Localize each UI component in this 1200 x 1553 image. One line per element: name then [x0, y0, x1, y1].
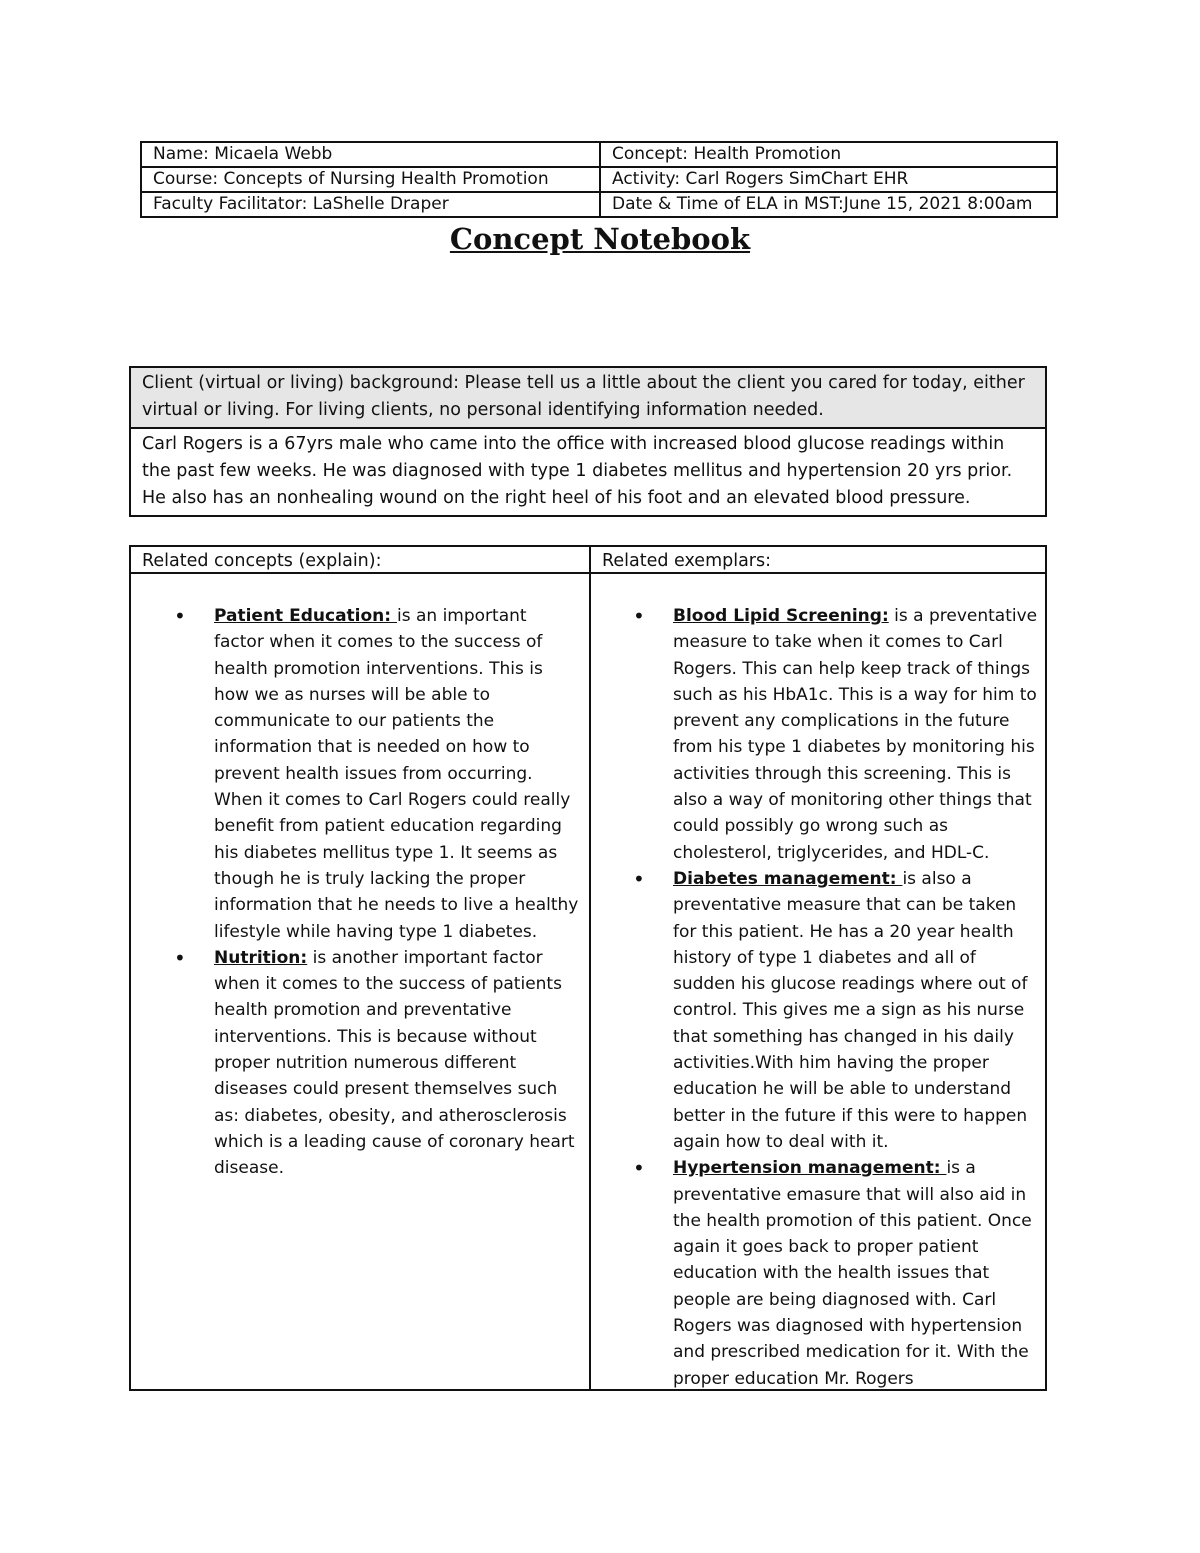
student-name: Name: Micaela Webb — [141, 142, 600, 167]
related-concepts-list — [170, 603, 580, 1182]
exemplar-text: is a preventative emasure that will also aid in the health promotion of this patient. Once again it goes back to proper patient education with the health issues that people are being diagnosed with. Carl Rogers was diagnosed with hypertension and prescribed medication for it. With the proper education Mr. Rogers — [673, 1158, 1032, 1389]
header-row — [141, 142, 1057, 167]
datetime-field: Date & Time of ELA in MST:June 15, 2021 8:00am — [600, 192, 1057, 217]
exemplar-text: is also a preventative measure that can be taken for this patient. He has a 20 year health history of type 1 diabetes and all of sudden his glucose readings where out of control. This gives me a sign as his nurse that something has changed in his daily activities.With him having the proper education he will be able to understand better in the future if this were to happen again how to deal with it. — [673, 868, 1028, 1152]
page-title: Concept Notebook — [449, 222, 751, 256]
client-background-prompt: Client (virtual or living) background: Please tell us a little about the client you cared for today, either virtual or living. For living clients, no personal identifying information needed. — [130, 367, 1046, 428]
concepts-exemplars-table — [129, 545, 1047, 1391]
related-concepts-heading: Related concepts (explain): — [131, 547, 589, 574]
client-background-text: Carl Rogers is a 67yrs male who came into the office with increased blood glucose readings within the past few weeks. He was diagnosed with type 1 diabetes mellitus and hypertension 20 yrs prior. He also has an nonhealing wound on the right heel of his foot and an elevated blood pressure. — [130, 428, 1046, 516]
concept-term: Nutrition: — [214, 947, 308, 968]
list-item — [170, 603, 580, 945]
header-row — [141, 192, 1057, 217]
related-exemplars-list — [629, 603, 1041, 1392]
facilitator-field: Faculty Facilitator: LaShelle Draper — [141, 192, 600, 217]
exemplar-term: Hypertension management: — [673, 1158, 947, 1179]
list-item — [629, 1155, 1041, 1392]
concept-term: Patient Education: — [214, 606, 397, 626]
exemplar-term: Blood Lipid Screening: — [673, 606, 889, 626]
exemplar-term: Diabetes management: — [673, 868, 903, 889]
list-item — [170, 945, 580, 1182]
column-divider — [589, 547, 591, 1389]
concept-field: Concept: Health Promotion — [600, 142, 1057, 167]
exemplar-text: is a preventative measure to take when it comes to Carl Rogers. This can help keep track of things such as his HbA1c. This is a way for him to prevent any complications in the future from his type 1 diabetes by monitoring his activities through this screening. This is also a way of monitoring other things that could possibly go wrong such as cholesterol, triglycerides, and HDL-C. — [673, 606, 1038, 863]
list-item — [629, 603, 1041, 866]
related-exemplars-body — [629, 603, 1041, 1392]
related-concepts-body — [170, 603, 580, 1182]
related-exemplars-heading: Related exemplars: — [591, 547, 1045, 574]
concept-text: is an important factor when it comes to the success of health promotion interventions. This is how we as nurses will be able to communicate to our patients the information that is needed on how to prevent health issues from occurring. When it comes to Carl Rogers could really benefit from patient education regarding his diabetes mellitus type 1. It seems as though he is truly lacking the proper information that he needs to live a healthy lifestyle while having type 1 diabetes. — [214, 606, 579, 942]
list-item — [629, 866, 1041, 1155]
client-background-table — [129, 366, 1047, 517]
header-row — [141, 167, 1057, 192]
course-field: Course: Concepts of Nursing Health Promotion — [141, 167, 600, 192]
header-info-table — [140, 141, 1058, 218]
concept-text: is another important factor when it comes to the success of patients health promotion and preventative interventions. This is because without proper nutrition numerous different diseases could present themselves such as: diabetes, obesity, and atherosclerosis which is a leading cause of coronary heart disease. — [214, 947, 575, 1179]
activity-field: Activity: Carl Rogers SimChart EHR — [600, 167, 1057, 192]
